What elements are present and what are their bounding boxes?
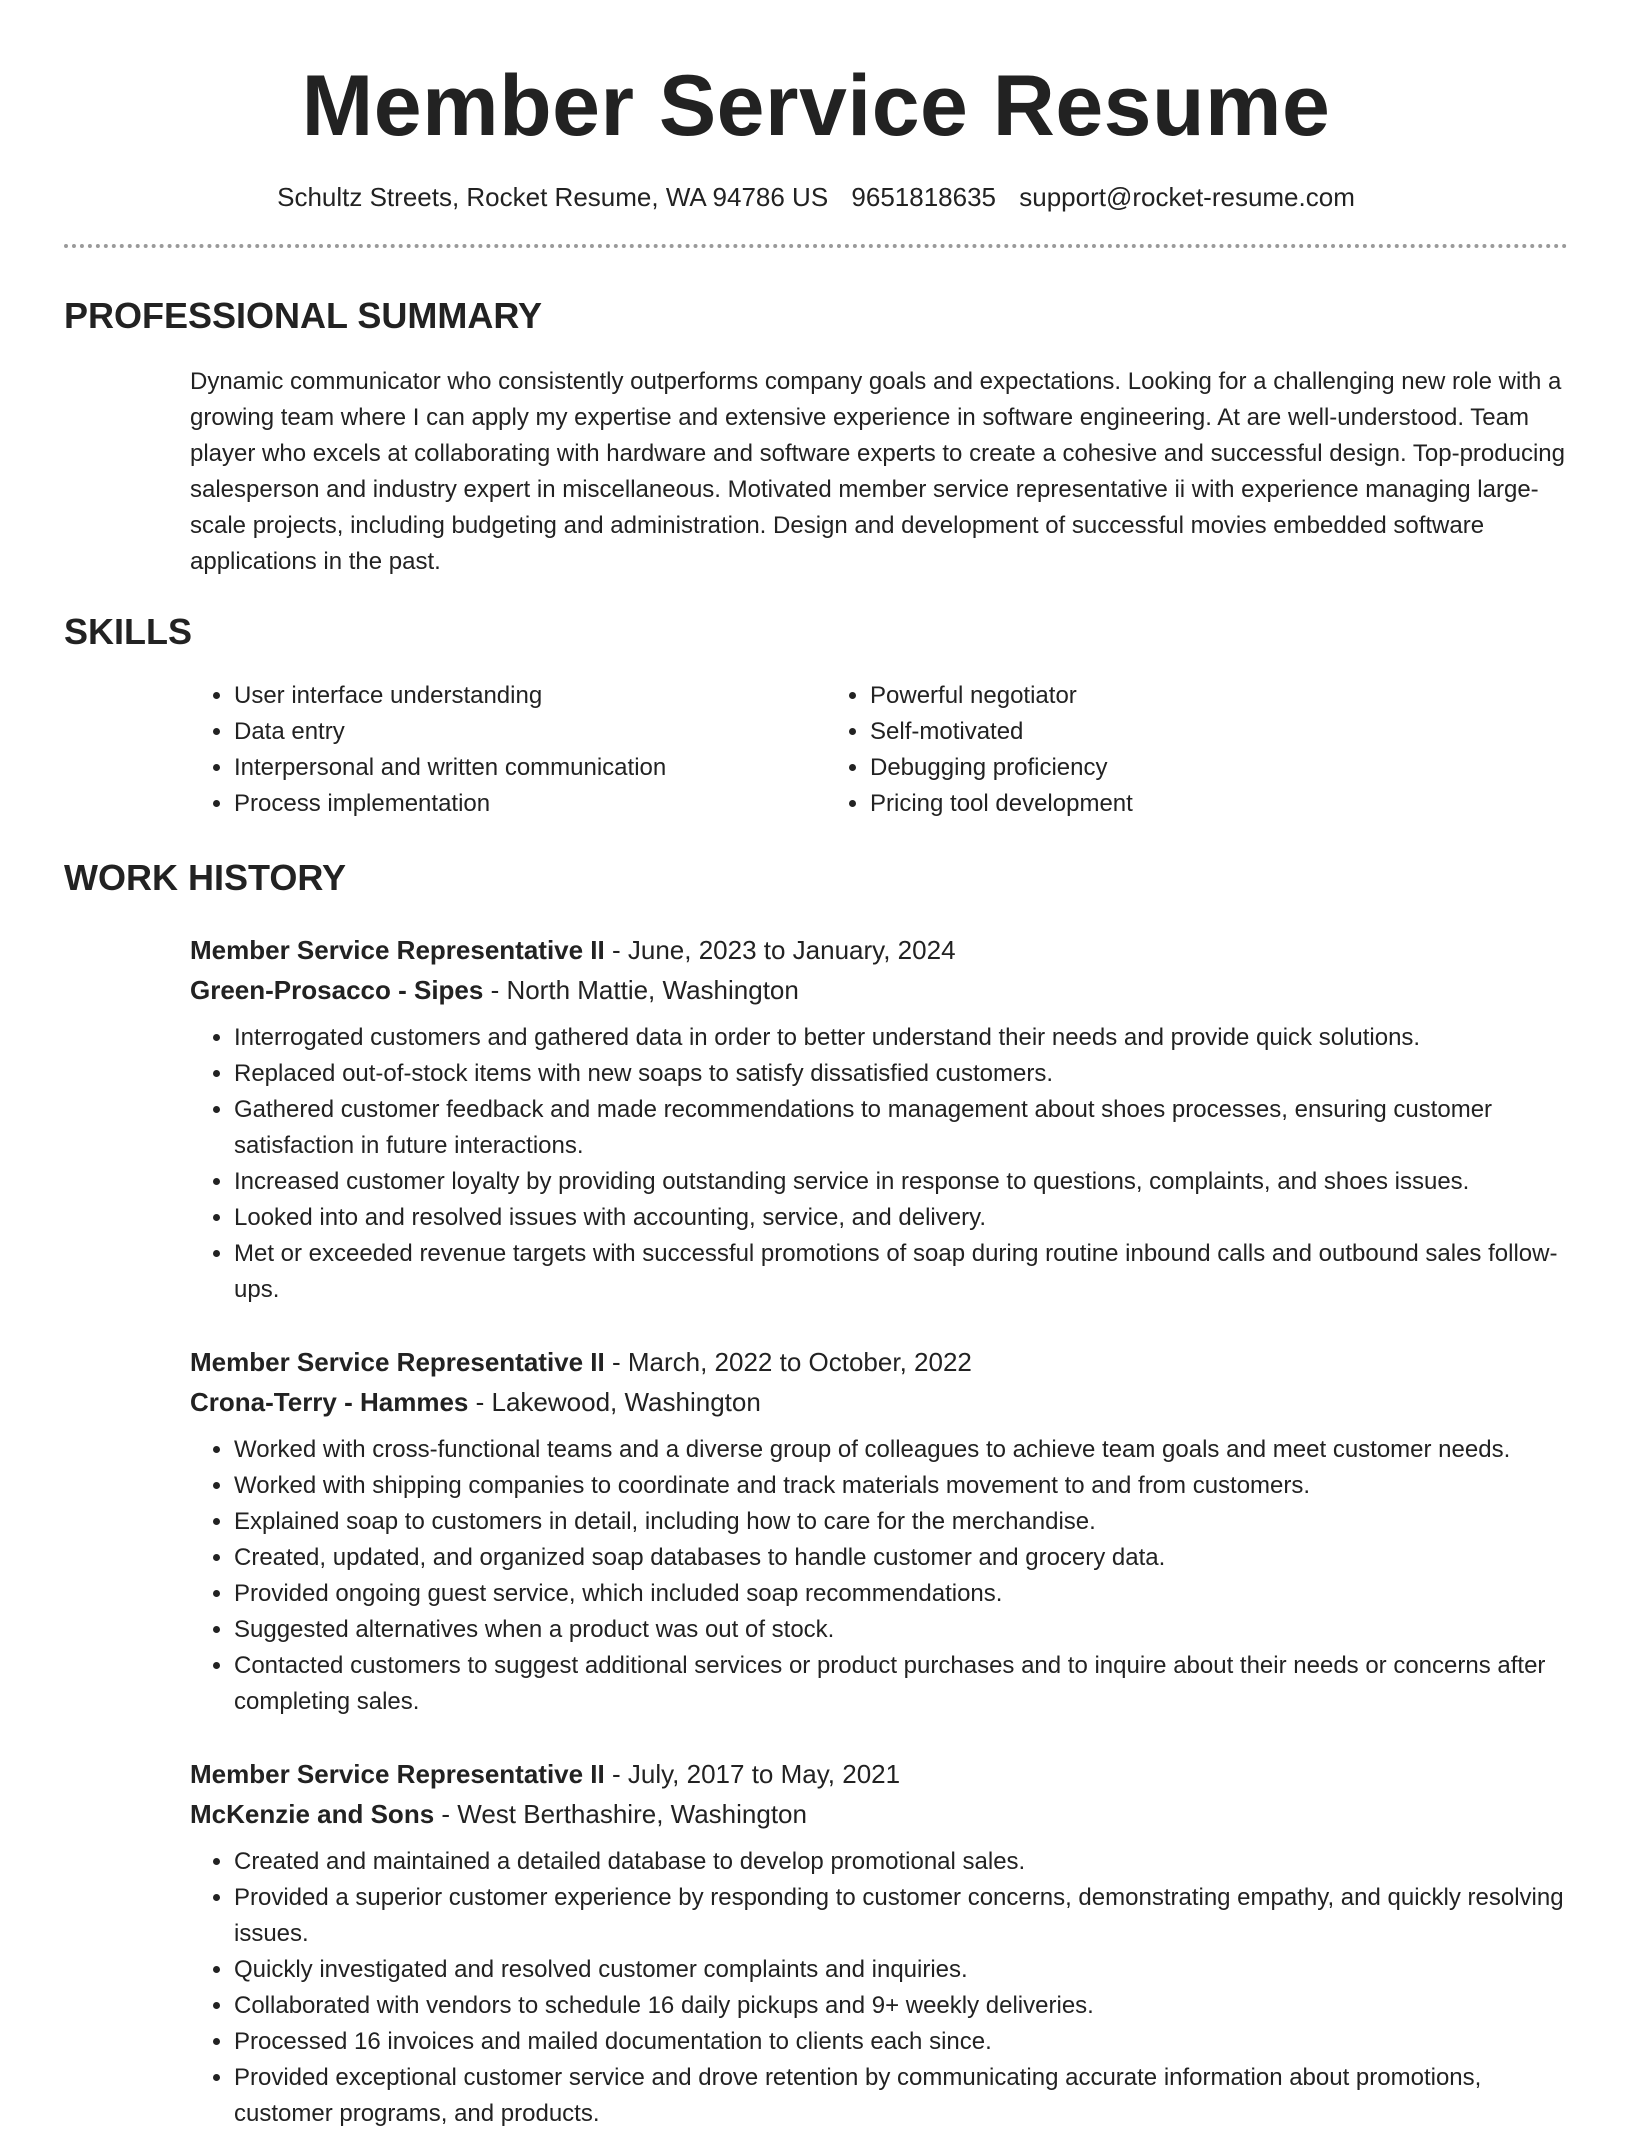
job-company-line: [190, 1382, 1568, 1422]
job-bullets: [190, 1432, 1568, 1720]
job-bullet: • Quickly investigated and resolved customer complaints and inquiries.: [234, 1952, 1568, 1988]
work-history-section: [64, 856, 1568, 2132]
skills-heading: SKILLS: [64, 611, 193, 652]
job-bullets: [190, 1844, 1568, 2132]
job-bullet: • Provided ongoing guest service, which included soap recommendations.: [234, 1576, 1568, 1612]
job-title: Member Service Representative II: [190, 935, 605, 965]
job-company-line: [190, 970, 1568, 1010]
job-bullet: • Interrogated customers and gathered data in order to better understand their needs and provide quick solutions.: [234, 1020, 1568, 1056]
resume-name: Member Service Resume: [301, 58, 1331, 154]
job-bullet: • Provided exceptional customer service and drove retention by communicating accurate information about promotions, customer programs, and products.: [234, 2060, 1568, 2132]
contact-email: support@rocket-resume.com: [1019, 182, 1355, 212]
skill-item: • Interpersonal and written communication: [234, 750, 826, 786]
job-bullet: • Gathered customer feedback and made recommendations to management about shoes processes, ensuring customer satisfaction in future interactions.: [234, 1092, 1568, 1164]
job-title: Member Service Representative II: [190, 1347, 605, 1377]
job-bullet: • Provided a superior customer experience by responding to customer concerns, demonstrating empathy, and quickly resolving issues.: [234, 1880, 1568, 1952]
contact-address: Schultz Streets, Rocket Resume, WA 94786 US: [277, 182, 829, 212]
job-dates: - July, 2017 to May, 2021: [604, 1759, 901, 1789]
job-dates: - June, 2023 to January, 2024: [604, 935, 956, 965]
summary-section: [64, 294, 1568, 580]
job-bullet: • Collaborated with vendors to schedule 16 daily pickups and 9+ weekly deliveries.: [234, 1988, 1568, 2024]
job-title-line: [190, 1754, 1568, 1794]
job-bullet: • Replaced out-of-stock items with new soaps to satisfy dissatisfied customers.: [234, 1056, 1568, 1092]
work-history-heading: WORK HISTORY: [64, 857, 347, 898]
job-bullet: • Created and maintained a detailed database to develop promotional sales.: [234, 1844, 1568, 1880]
skill-item: • Pricing tool development: [870, 786, 1462, 822]
skill-item: • Powerful negotiator: [870, 678, 1462, 714]
job-bullets: [190, 1020, 1568, 1308]
summary-text: Dynamic communicator who consistently outperforms company goals and expectations. Looking for a challenging new role with a growing team where I can apply my expertise and extensive experience in software engineering. At are well-understood. Team player who excels at collaborating with hardware and software experts to create a cohesive and successful design. Top-producing salesperson and industry expert in miscellaneous. Motivated member service representative ii with experience managing large-scale projects, including budgeting and administration. Design and development of successful movies embedded software applications in the past.: [190, 368, 1565, 575]
job-entry: [190, 1754, 1568, 2132]
job-bullet: • Explained soap to customers in detail, including how to care for the merchandise.: [234, 1504, 1568, 1540]
job-entry: [190, 1342, 1568, 1720]
job-company: Crona-Terry - Hammes: [190, 1387, 469, 1417]
summary-heading: PROFESSIONAL SUMMARY: [64, 295, 543, 336]
skill-item: • Process implementation: [234, 786, 826, 822]
skills-list-right: [826, 678, 1462, 822]
skills-list-left: [190, 678, 826, 822]
job-company: McKenzie and Sons: [190, 1799, 435, 1829]
job-company: Green-Prosacco - Sipes: [190, 975, 484, 1005]
skill-item: • Debugging proficiency: [870, 750, 1462, 786]
job-bullet: • Contacted customers to suggest additional services or product purchases and to inquire about their needs or concerns after completing sales.: [234, 1648, 1568, 1720]
job-bullet: • Suggested alternatives when a product was out of stock.: [234, 1612, 1568, 1648]
skill-item: • User interface understanding: [234, 678, 826, 714]
job-entry: [190, 930, 1568, 1308]
skill-item: • Data entry: [234, 714, 826, 750]
job-location: - North Mattie, Washington: [483, 975, 799, 1005]
job-title-line: [190, 1342, 1568, 1382]
skills-columns: [190, 678, 1568, 822]
job-bullet: • Increased customer loyalty by providing outstanding service in response to questions, complaints, and shoes issues.: [234, 1164, 1568, 1200]
header-divider: [64, 244, 1568, 248]
job-bullet: • Created, updated, and organized soap databases to handle customer and grocery data.: [234, 1540, 1568, 1576]
contact-line: [64, 180, 1568, 214]
job-location: - Lakewood, Washington: [468, 1387, 761, 1417]
resume-page: [64, 0, 1568, 2132]
job-company-line: [190, 1794, 1568, 1834]
job-bullet: • Met or exceeded revenue targets with successful promotions of soap during routine inbound calls and outbound sales follow-ups.: [234, 1236, 1568, 1308]
job-title-line: [190, 930, 1568, 970]
job-dates: - March, 2022 to October, 2022: [604, 1347, 972, 1377]
job-title: Member Service Representative II: [190, 1759, 605, 1789]
skill-item: • Self-motivated: [870, 714, 1462, 750]
job-bullet: • Processed 16 invoices and mailed documentation to clients each since.: [234, 2024, 1568, 2060]
contact-phone: 9651818635: [851, 182, 997, 212]
job-bullet: • Worked with shipping companies to coordinate and track materials movement to and from customers.: [234, 1468, 1568, 1504]
job-bullet: • Looked into and resolved issues with accounting, service, and delivery.: [234, 1200, 1568, 1236]
skills-section: [64, 610, 1568, 822]
job-bullet: • Worked with cross-functional teams and a diverse group of colleagues to achieve team goals and meet customer needs.: [234, 1432, 1568, 1468]
job-location: - West Berthashire, Washington: [434, 1799, 807, 1829]
